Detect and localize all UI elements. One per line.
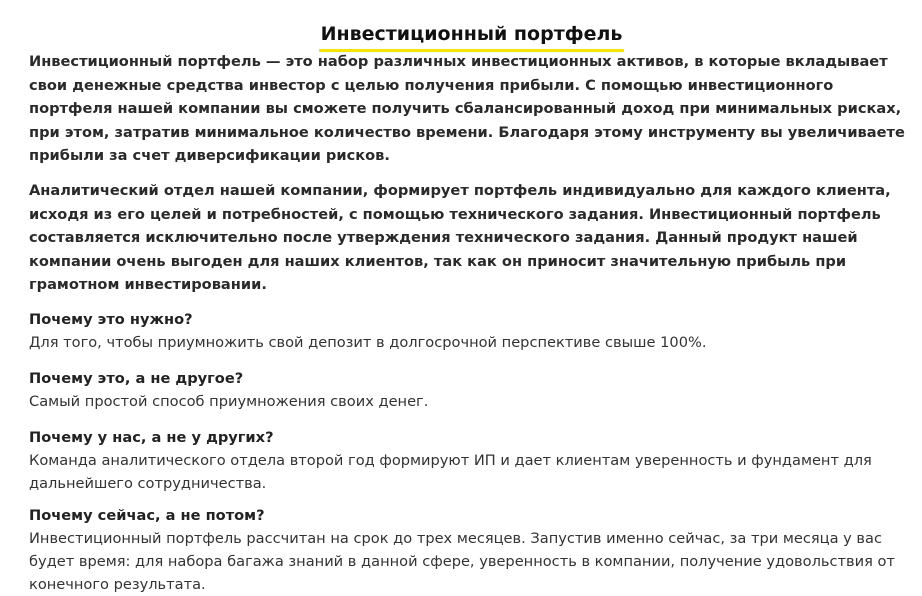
faq-question: Почему сейчас, а не потом? — [29, 506, 265, 524]
faq-answer: Команда аналитического отдела второй год формируют ИП и дает клиентам уверенность и фундамент для дальнейшего сотрудничества. — [29, 451, 872, 492]
article — [29, 0, 914, 596]
faq-item — [29, 426, 914, 495]
intro-paragraph: Инвестиционный портфель — это набор различных инвестиционных активов, в которые вкладывает свои денежные средства инвестор с целью получения прибыли. С помощью инвестиционного портфеля нашей компании вы сможете получить сбалансированный доход при минимальных рисках, при этом, затратив минимальное количество времени. Благодаря этому инструменту вы увеличиваете прибыли за счет диверсификации рисков. — [29, 53, 905, 165]
title-wrapper — [29, 0, 914, 48]
intro-paragraph: Аналитический отдел нашей компании, формирует портфель индивидуально для каждого клиента, исходя из его целей и потребностей, с помощью технического задания. Инвестиционный портфель составляется исключительно после утверждения технического задания. Данный продукт нашей компании очень выгоден для наших клиентов, так как он приносит значительную прибыль при грамотном инвестировании. — [29, 181, 891, 294]
faq-answer: Инвестиционный портфель рассчитан на срок до трех месяцев. Запустив именно сейчас, за три месяца у вас будет время: для набора багажа знаний в данной сфере, уверенность в компании, получение удовольствия от конечного результата. — [29, 529, 895, 593]
faq-item — [29, 367, 914, 413]
faq-question: Почему это нужно? — [29, 310, 193, 328]
faq-item — [29, 308, 914, 354]
faq-question: Почему это, а не другое? — [29, 369, 244, 387]
faq-item — [29, 504, 914, 596]
page-title: Инвестиционный портфель — [319, 21, 625, 52]
faq-question: Почему у нас, а не у других? — [29, 428, 274, 446]
faq-answer: Для того, чтобы приумножить свой депозит в долгосрочной перспективе свыше 100%. — [29, 333, 707, 351]
faq-answer: Самый простой способ приумножения своих денег. — [29, 392, 429, 410]
